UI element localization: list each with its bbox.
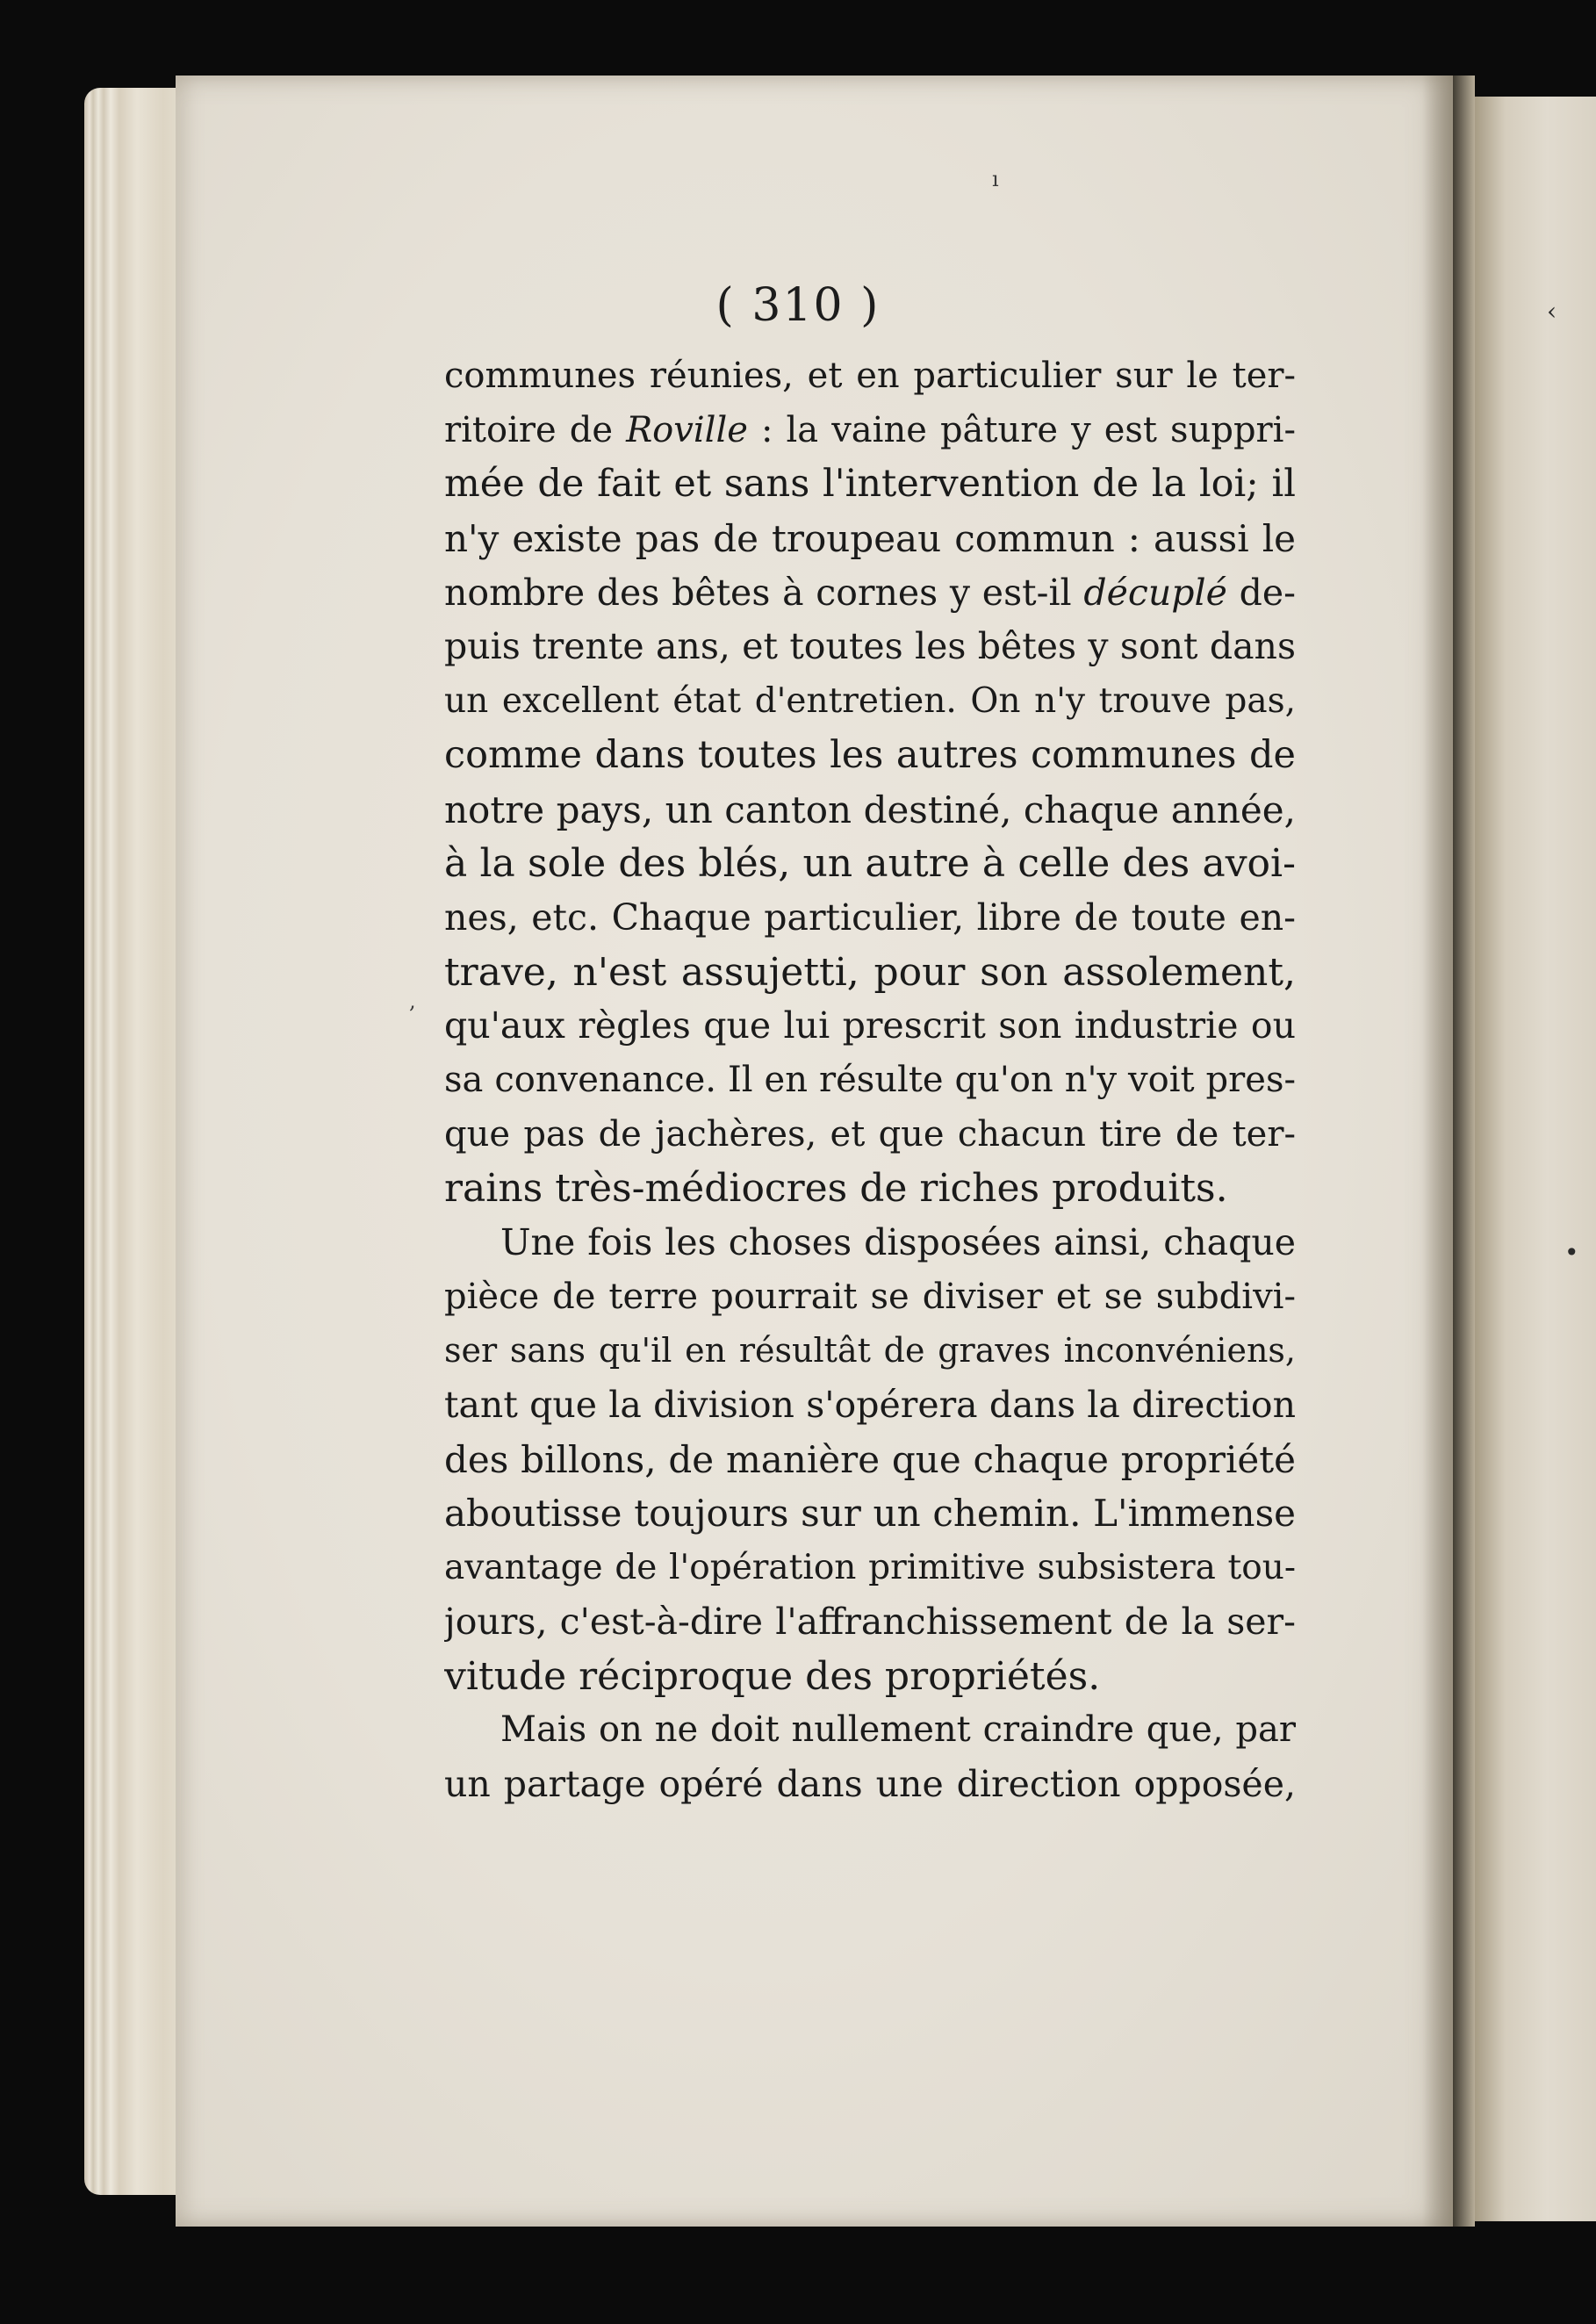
- text-line: tant que la division s'opérera dans la direction: [444, 1384, 1296, 1427]
- text-line: ser sans qu'il en résultât de graves inconvéniens,: [444, 1331, 1296, 1371]
- text-line: notre pays, un canton destiné, chaque année,: [444, 788, 1296, 831]
- text-line: à la sole des blés, un autre à celle des avoi-: [444, 841, 1296, 887]
- body-text: [444, 349, 1296, 1812]
- paper-speck: ,: [409, 989, 416, 1013]
- text-line: vitude réciproque des propriétés.: [444, 1653, 1101, 1699]
- facing-page-edge: [1475, 97, 1596, 2221]
- page-number: ( 310 ): [715, 279, 881, 332]
- text-line: ritoire de Roville : la vaine pâture y est suppri-: [444, 409, 1296, 450]
- text-line: qu'aux règles que lui prescrit son industrie ou: [444, 1004, 1296, 1047]
- text-line: comme dans toutes les autres communes de: [444, 732, 1296, 777]
- text-line: Une fois les choses disposées ainsi, chaque: [500, 1221, 1296, 1263]
- text-line: nes, etc. Chaque particulier, libre de toute en-: [444, 896, 1296, 939]
- text-line: communes réunies, et en particulier sur le ter-: [444, 356, 1296, 396]
- text-line: mée de fait et sans l'intervention de la loi; il: [444, 462, 1296, 507]
- text-line: que pas de jachères, et que chacun tire de ter-: [444, 1113, 1296, 1155]
- text-line: puis trente ans, et toutes les bêtes y sont dans: [444, 625, 1296, 668]
- paper-speck: ı: [992, 167, 999, 191]
- text-line: avantage de l'opération primitive subsistera tou-: [444, 1548, 1296, 1588]
- text-line: un partage opéré dans une direction opposée,: [444, 1762, 1296, 1805]
- facing-page-mark: •: [1564, 1238, 1579, 1267]
- facing-page-mark: ‹: [1547, 297, 1557, 326]
- text-line: n'y existe pas de troupeau commun : aussi le: [444, 517, 1296, 561]
- text-line: des billons, de manière que chaque propriété: [444, 1437, 1296, 1481]
- text-line: rains très-médiocres de riches produits.: [444, 1166, 1228, 1212]
- text-line: aboutisse toujours sur un chemin. L'immense: [444, 1492, 1296, 1536]
- book-gutter: [1422, 76, 1475, 2227]
- text-line: Mais on ne doit nullement craindre que, par: [500, 1709, 1296, 1751]
- text-line: sa convenance. Il en résulte qu'on n'y voit pres-: [444, 1059, 1296, 1100]
- text-line: un excellent état d'entretien. On n'y trouve pas,: [444, 681, 1296, 722]
- text-line: pièce de terre pourrait se diviser et se subdivi-: [444, 1276, 1296, 1317]
- book-page-stack-edge: [84, 88, 190, 2195]
- text-line: trave, n'est assujetti, pour son assolement,: [444, 949, 1296, 995]
- text-line: jours, c'est-à-dire l'affranchissement de la ser-: [444, 1600, 1296, 1643]
- text-line: nombre des bêtes à cornes y est-il décuplé de-: [444, 571, 1296, 614]
